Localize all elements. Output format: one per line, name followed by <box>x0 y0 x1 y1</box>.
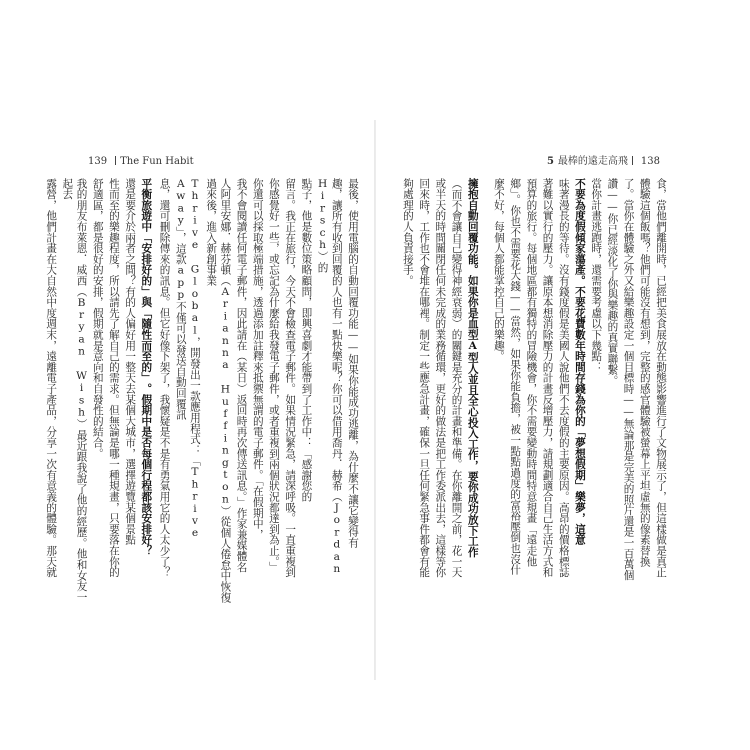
text-column: 讚——你已經淡化了你與樂趣的真實聯繫。 <box>606 178 619 386</box>
text-column: 你感覺好一些，或忘記為什麼給我發電子郵件，或者重複到兩個狀況都達到為止。」 <box>267 178 280 573</box>
text-column: 性而至的樂趣程度，所以請先了解自己的需求。但無論是哪一種規畫，只要落在你的 <box>107 178 120 578</box>
text-column: 留言。我正在旅行，今天不會檢查電子郵件。如果情況緊急，請深呼吸。一直重複到 <box>284 178 297 578</box>
text-column: 夠處理的人負責接手。 <box>401 178 414 286</box>
text-column: 當你計畫逃跑時，還需要考慮以下幾點： <box>590 178 603 373</box>
text-column: 還是要介於兩者之間？有的人偏好用一整天去某個大城市，選擇遊覽某個景點 <box>124 178 137 546</box>
text-column: 我的朋友布萊恩．威西（Bryan Wish）最近跟我說了他的經歷。他和女友一起去 <box>61 178 88 603</box>
text-column: 了。當你在體驗之外又給樂趣設定一個目標時——無論那是完美的照片還是一百萬個 <box>622 178 635 581</box>
text-column: Thrive Global，開發出一款應用程式：「Thrive Away」，這款app不僅可以發送自動回覆訊 <box>174 178 201 540</box>
text-column: 我不會閱讀任何電子郵件，因此請在（某日）返回時再次傳送訊息。」作家兼媒體名 <box>235 178 248 573</box>
text-column: 鄉」。你也不需要花大錢——當然，如果你能負擔，被一點點過度的富裕壓倒也沒什 <box>509 178 522 576</box>
text-column: 食，當他們離開時，已經把美食展放在動態影響進行了文物展示了，但這樣做是真正 <box>655 178 667 578</box>
left-running-header: The Fun Habit <box>120 156 194 167</box>
right-page-body <box>396 178 668 608</box>
right-page-header <box>547 156 664 168</box>
text-column: （而不會讓自己變得神經衰弱）的關鍵是充分的計畫和準備。在你離開之前，花一天 <box>450 178 463 578</box>
left-page-body <box>45 178 360 608</box>
book-gutter <box>374 120 376 680</box>
text-column: 預算的旅行。每個地區都有獨特的冒險機會，你不需要變動時間特意規畫「遠走他 <box>525 178 538 567</box>
text-column: 露營，他們計畫在大自然中度週末，遠離電子產品，分享一次有意義的體驗。那天就 <box>45 178 58 578</box>
text-column: 你還可以採取極端措施，透過添加註釋來抵禦無謂的電子郵件。「在假期中， <box>251 178 264 540</box>
text-column: 舒適區，都是很好的安排，假期就是意向和自發性的結合。 <box>91 178 104 459</box>
text-column: 息，還可刪除傳來的訊息。但它好像下架了，我懷疑是不是有勇氣用它的人太少了？ <box>158 178 171 578</box>
chapter-number: 5 <box>546 156 554 167</box>
text-column: 或半天的時間關閉任何未完成的業務循環，更好的做法是把工作委派出去，這樣等你 <box>434 178 447 578</box>
right-page-number: 138 <box>640 156 660 167</box>
text-column: 麼不好，每個人都能掌控自己的樂趣。 <box>492 178 505 362</box>
section-heading-column: 擁抱自動回覆功能。如果你是血型A型人並且全心投入工作，要你成功放下工作 <box>466 178 479 558</box>
chapter-title: 最棒的遠走高飛 <box>557 156 628 167</box>
text-column: 體驗這個飯嗎？他們可能沒有想到，完整的感官體驗被螢幕上平坦虛無的像素替換 <box>638 178 651 567</box>
left-page-number: 139 <box>88 156 108 167</box>
text-column: 點子，他是數位策略顧問，即興喜劇才能帶到了工作中：「感謝您的 <box>300 178 313 502</box>
text-column: 人阿里安娜．赫芬頓（Arianna Huffington）從個人倦怠中恢復過來後，進入新創事業 <box>205 178 232 603</box>
left-page-header <box>84 156 194 168</box>
section-heading-column: 平衡旅遊中「安排好的」與「隨性而至的」。假期中是否每個行程都該安排好？ <box>140 178 153 556</box>
header-divider <box>115 156 116 165</box>
text-column: 回來時，工作也不會堆在哪裡。制定一些應急計畫，確保一旦任何緊急事件都會有能 <box>418 178 431 578</box>
section-heading-column: 不要為度假傾家蕩產。不要花費數年時間存錢為你的「夢想假期」樂夢，這意 <box>573 178 586 546</box>
paragraph-gap <box>482 178 490 608</box>
text-column: 趣，讓所有收到回覆的人也有一點快樂呢？你可以借用喬丹．赫希（Jordan Hirsch）的 <box>316 178 343 576</box>
text-column: 最後，使用電腦的自動回覆功能——如果你能成功逃離，為什麼不讓它變得有 <box>347 178 359 548</box>
text-column: 著難以實行的壓力。讓原本想消除壓力的計畫反增壓力，請規劃適合自己生活方式和 <box>541 178 554 578</box>
header-divider <box>632 156 633 165</box>
text-column: 味著漫長的等待。沒有錢度假是美國人說他們不去度假的主要原因。高昂的價格標誌 <box>557 178 570 578</box>
